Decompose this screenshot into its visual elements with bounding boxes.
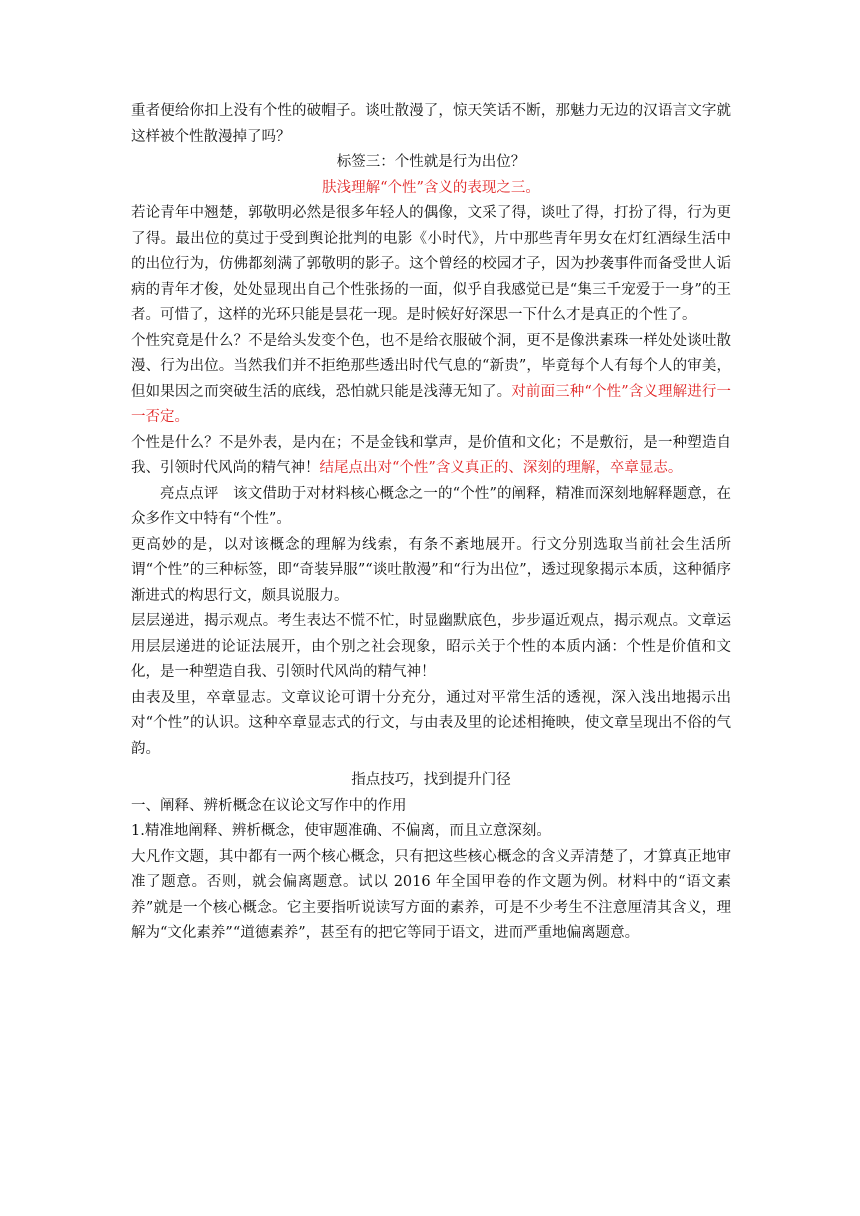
paragraph-text: 个性究竟是什么？不是给头发变个色，也不是给衣服破个洞，更不是像洪素珠一样处处谈吐散漫、行为出位。当然我们并不拒绝那些透出时代气息的“新贵”，毕竟每个人有每个人的审美，但如果因之而突破生活的底线，恐怕就只能是浅薄无知了。 bbox=[131, 332, 731, 400]
paragraph-conclusion bbox=[131, 431, 731, 482]
document-page bbox=[131, 99, 731, 947]
tag3-title: 标签三：个性就是行为出位？ bbox=[336, 154, 526, 170]
paragraph-layer: 层层递进，揭示观点。考生表达不慌不忙，时显幽默底色，步步逼近观点，揭示观点。文章运用层层递进的论证法展开，由个别之社会现象，昭示关于个性的本质内涵：个性是价值和文化，是一种塑造自我、引领时代风尚的精气神！ bbox=[131, 613, 731, 680]
annotation-note: 结尾点出对“个性”含义真正的、深刻的理解，卒章显志。 bbox=[319, 460, 683, 476]
paragraph-surface: 由表及里，卒章显志。文章议论可谓十分充分，通过对平常生活的透视，深入浅出地揭示出对“个性”的认识。这种卒章显志式的行文，与由表及里的论述相掩映，使文章呈现出不俗的气韵。 bbox=[131, 689, 731, 757]
paragraph-what-is-personality bbox=[131, 329, 731, 431]
annotation-note: 对前面三种“个性”含义理解进行一一否定。 bbox=[131, 383, 731, 425]
heading-1: 一、阐释、辨析概念在议论文写作中的作用 bbox=[131, 797, 407, 814]
heading-1-1: 1.精准地阐释、辨析概念，使审题准确、不偏离，而且立意深刻。 bbox=[131, 823, 551, 839]
paragraph-last: 大凡作文题，其中都有一两个核心概念，只有把这些核心概念的含义弄清楚了，才算真正地审准了题意。否则，就会偏离题意。试以 2016 年全国甲卷的作文题为例。材料中的“语文素养”就是一个核心概念。它主要指听说读写方面的素养，可是不少考生不注意厘清其含义，理解为“文化素养”“道德素养”，甚至有的把它等同于语文，进而严重地偏离题意。 bbox=[131, 848, 731, 941]
tag3-note: 肤浅理解“个性”含义的表现之三。 bbox=[322, 179, 540, 196]
review-paragraph: 亮点点评 该文借助于对材料核心概念之一的“个性”的阐释，精准而深刻地解释题意，在众多作文中特有“个性”。 bbox=[131, 485, 731, 527]
paragraph-more: 更高妙的是，以对该概念的理解为线索，有条不紊地展开。行文分别选取当前社会生活所谓“个性”的三种标签，即“奇装异服”“谈吐散漫”和“行为出位”，透过现象揭示本质，这种循序渐进式的构思行文，颇具说服力。 bbox=[131, 536, 731, 604]
paragraph-guo: 若论青年中翘楚，郭敬明必然是很多年轻人的偶像，文采了得，谈吐了得，打扮了得，行为更了得。最出位的莫过于受到舆论批判的电影《小时代》，片中那些青年男女在灯红酒绿生活中的出位行为，仿佛都刻满了郭敬明的影子。这个曾经的校园才子，因为抄袭事件而备受世人诟病的青年才俊，处处显现出自己个性张扬的一面，似乎自我感觉已是“集三千宠爱于一身”的王者。可惜了，这样的光环只能是昙花一现。是时候好好深思一下什么才是真正的个性了。 bbox=[131, 205, 731, 323]
paragraph-top: 重者便给你扣上没有个性的破帽子。谈吐散漫了，惊天笑话不断，那魅力无边的汉语言文字就这样被个性散漫掉了吗？ bbox=[131, 103, 731, 145]
section-title: 指点技巧，找到提升门径 bbox=[351, 772, 511, 788]
paragraph-text: 个性是什么？不是外表，是内在；不是金钱和掌声，是价值和文化；不是敷衍，是一种塑造自我、引领时代风尚的精气神！ bbox=[131, 434, 731, 476]
